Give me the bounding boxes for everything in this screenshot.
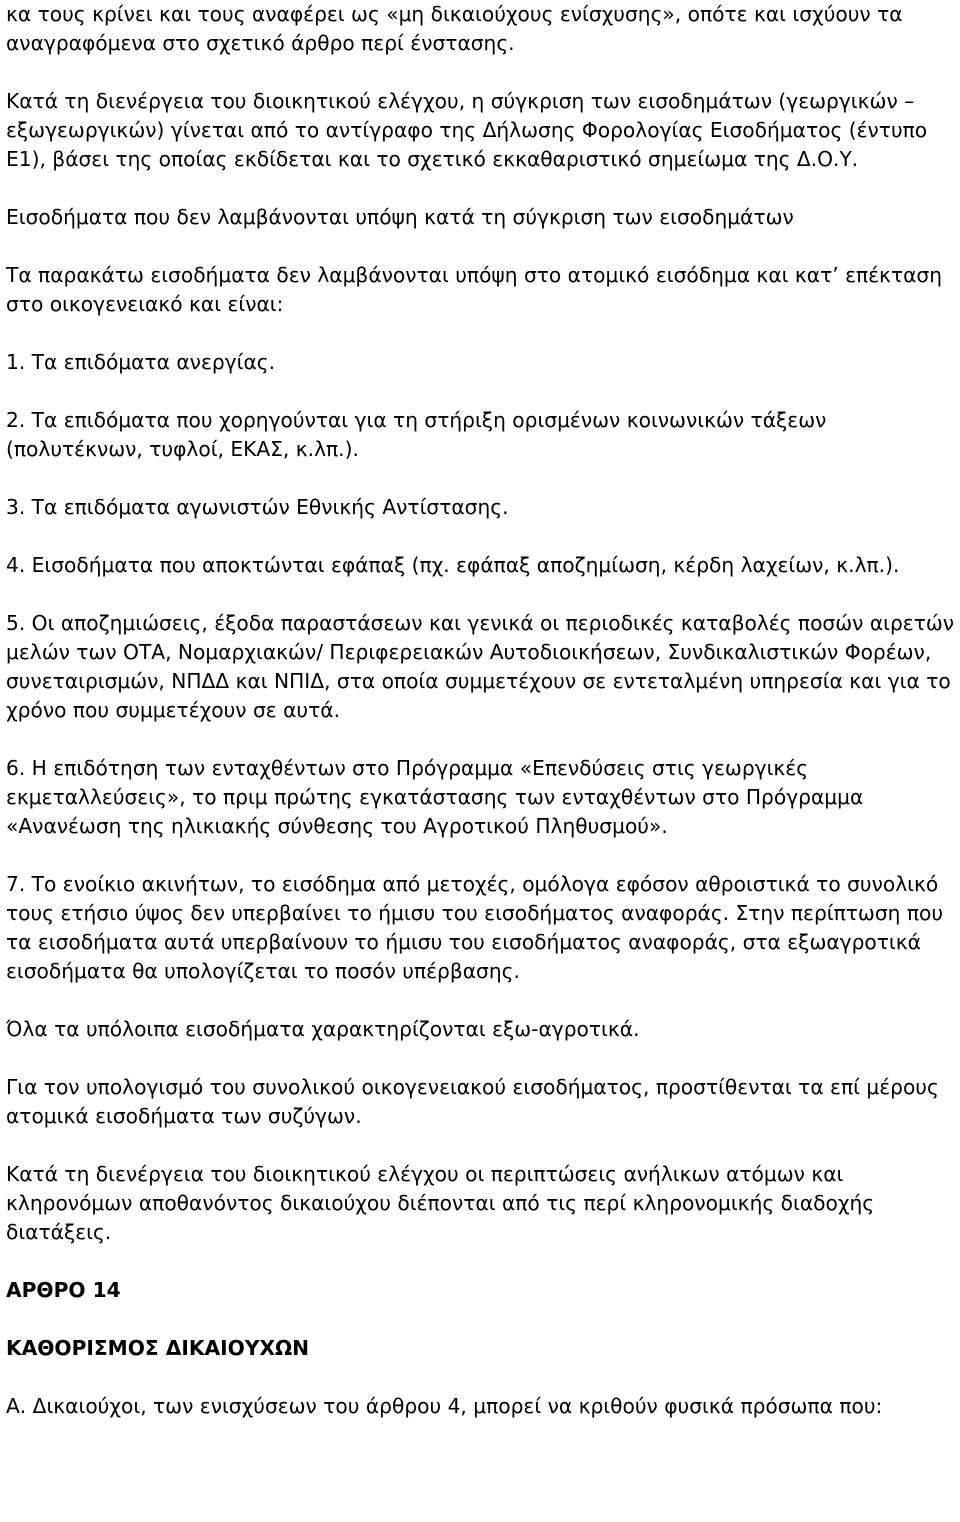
paragraph-remaining-income: Όλα τα υπόλοιπα εισοδήματα χαρακτηρίζονται εξω-αγροτικά. [6,1017,640,1041]
paragraph-income-comparison: Κατά τη διενέργεια του διοικητικού ελέγχου, η σύγκριση των εισοδημάτων (γεωργικών – εξωγεωργικών) γίνεται από το αντίγραφο της Δήλωσης Φορολογίας Εισοδήματος (έντυπο Ε1), βάσει της οποίας εκδίδεται και το σχετικό εκκαθαριστικό σημείωμα της Δ.Ο.Υ. [6,89,928,171]
article-heading: ΑΡΘΡΟ 14 [6,1278,121,1302]
list-item-5: 5. Οι αποζημιώσεις, έξοδα παραστάσεων και γενικά οι περιοδικές καταβολές ποσών αιρετών μελών των ΟΤΑ, Νομαρχιακών/ Περιφερειακών Αυτοδιοικήσεων, Συνδικαλιστικών Φορέων, συνεταιρισμών, ΝΠΔΔ και ΝΠΙΔ, στα οποία συμμετέχουν σε εντεταλμένη υπηρεσία και για το χρόνο που συμμετέχουν σε αυτά. [6,611,955,722]
paragraph-excluded-income-title: Εισοδήματα που δεν λαμβάνονται υπόψη κατά τη σύγκριση των εισοδημάτων [6,205,794,229]
list-item-1: 1. Τα επιδόματα ανεργίας. [6,350,276,374]
paragraph-inheritance: Κατά τη διενέργεια του διοικητικού ελέγχου οι περιπτώσεις ανήλικων ατόμων και κληρονόμων αποθανόντος δικαιούχου διέπονται από τις περί κληρονομικής διαδοχής διατάξεις. [6,1162,875,1244]
paragraph-objection: κα τους κρίνει και τους αναφέρει ως «μη δικαιούχους ενίσχυσης», οπότε και ισχύουν τα αναγραφόμενα στο σχετικό άρθρο περί ένστασης. [6,2,903,55]
list-item-4: 4. Εισοδήματα που αποκτώνται εφάπαξ (πχ. εφάπαξ αποζημίωση, κέρδη λαχείων, κ.λπ.). [6,553,900,577]
list-item-6: 6. Η επιδότηση των ενταχθέντων στο Πρόγραμμα «Επενδύσεις στις γεωργικές εκμεταλλεύσεις», το πριμ πρώτης εγκατάστασης των ενταχθέντων στο Πρόγραμμα «Ανανέωση της ηλικιακής σύνθεσης του Αγροτικού Πληθυσμού». [6,756,864,838]
paragraph-excluded-income-intro: Τα παρακάτω εισοδήματα δεν λαμβάνονται υπόψη στο ατομικό εισόδημα και κατ’ επέκταση στο οικογενειακό και είναι: [6,263,942,316]
document-page [6,0,956,1450]
list-item-2: 2. Τα επιδόματα που χορηγούνται για τη στήριξη ορισμένων κοινωνικών τάξεων (πολυτέκνων, τυφλοί, ΕΚΑΣ, κ.λπ.). [6,408,827,461]
list-item-7: 7. Το ενοίκιο ακινήτων, το εισόδημα από μετοχές, ομόλογα εφόσον αθροιστικά το συνολικό τους ετήσιο ύψος δεν υπερβαίνει το ήμισυ του εισοδήματος αναφοράς. Στην περίπτωση που τα εισοδήματα αυτά υπερβαίνουν το ήμισυ του εισοδήματος αναφοράς, στα εξωαγροτικά εισοδήματα θα υπολογίζεται το ποσόν υπέρβασης. [6,872,944,983]
paragraph-family-income: Για τον υπολογισμό του συνολικού οικογενειακού εισοδήματος, προστίθενται τα επί μέρους ατομικά εισοδήματα των συζύγων. [6,1075,939,1128]
paragraph-beneficiaries: Α. Δικαιούχοι, των ενισχύσεων του άρθρου 4, μπορεί να κριθούν φυσικά πρόσωπα που: [6,1394,883,1418]
section-heading: ΚΑΘΟΡΙΣΜΟΣ ΔΙΚΑΙΟΥΧΩΝ [6,1336,310,1360]
list-item-3: 3. Τα επιδόματα αγωνιστών Εθνικής Αντίστασης. [6,495,509,519]
